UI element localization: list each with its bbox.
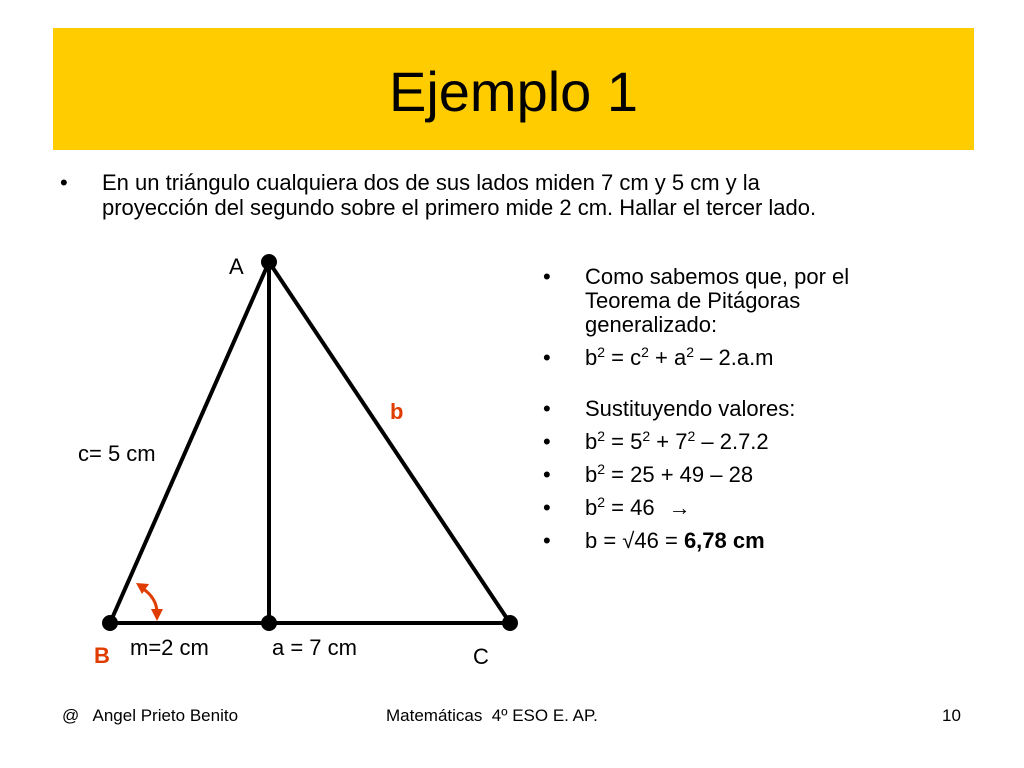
formula-text: $b^2 = c^2 + a^2 - 2.a.m$	[585, 344, 774, 370]
step-value: • $b^2 = 46$ →	[543, 494, 691, 520]
footer-course: Matemáticas 4º ESO E. AP.	[386, 706, 598, 725]
label-vertex-b: B	[94, 643, 110, 668]
footer-author: @ Angel Prieto Benito	[62, 706, 239, 725]
step-theorem-line-3: generalizado:	[585, 312, 718, 337]
label-vertex-c: C	[473, 644, 489, 669]
result-text: b = √46 = 6,78 cm	[585, 528, 765, 553]
step-theorem-line-2: Teorema de Pitágoras	[585, 288, 801, 313]
step-formula: • $b^2 = c^2 + a^2 - 2.a.m$	[543, 344, 774, 370]
label-side-b: b	[390, 399, 404, 424]
step-substituting: • Sustituyendo valores:	[543, 396, 796, 421]
solution-steps	[543, 265, 963, 562]
intro-text-line-1: En un triángulo cualquiera dos de sus lados miden 7 cm y 5 cm y la	[102, 170, 760, 195]
bullet: •	[60, 170, 68, 195]
sum-text: $b^2 = 25 + 49 - 28$	[585, 461, 754, 487]
step-substitution: • $b^2 = 5^2 + 7^2 - 2.7.2$	[543, 428, 769, 454]
foot-of-height-dot	[261, 615, 277, 631]
value-text: $b^2 = 46$ →	[585, 494, 691, 520]
substituting-text: Sustituyendo valores:	[585, 396, 796, 421]
right-arrow-icon: →	[668, 495, 691, 520]
step-theorem-line-1: Como sabemos que, por el	[585, 264, 850, 289]
vertex-a-dot	[261, 254, 277, 270]
label-vertex-a: A	[229, 254, 244, 279]
label-side-a: a = 7 cm	[272, 635, 357, 660]
footer-page-number: 10	[942, 706, 961, 725]
substitution-text: $b^2 = 5^2 + 7^2 - 2.7.2$	[585, 428, 769, 454]
side-b-line	[269, 262, 510, 623]
result-value: 6,78 cm	[683, 528, 765, 553]
step-sum: • $b^2 = 25 + 49 - 28$	[543, 461, 754, 487]
slide-title: Ejemplo 1	[388, 60, 639, 123]
step-result: • b = √46 = 6,78 cm	[543, 528, 765, 553]
label-projection-m: m=2 cm	[130, 635, 209, 660]
angle-arrowhead-bottom-icon	[151, 609, 163, 621]
label-side-c: c= 5 cm	[78, 441, 156, 466]
intro-text-line-2: proyección del segundo sobre el primero mide 2 cm. Hallar el tercer lado.	[102, 195, 817, 220]
step-theorem: • Como sabemos que, por el Teorema de Pitágoras generalizado:	[543, 264, 850, 337]
vertex-c-dot	[502, 615, 518, 631]
vertex-b-dot	[102, 615, 118, 631]
